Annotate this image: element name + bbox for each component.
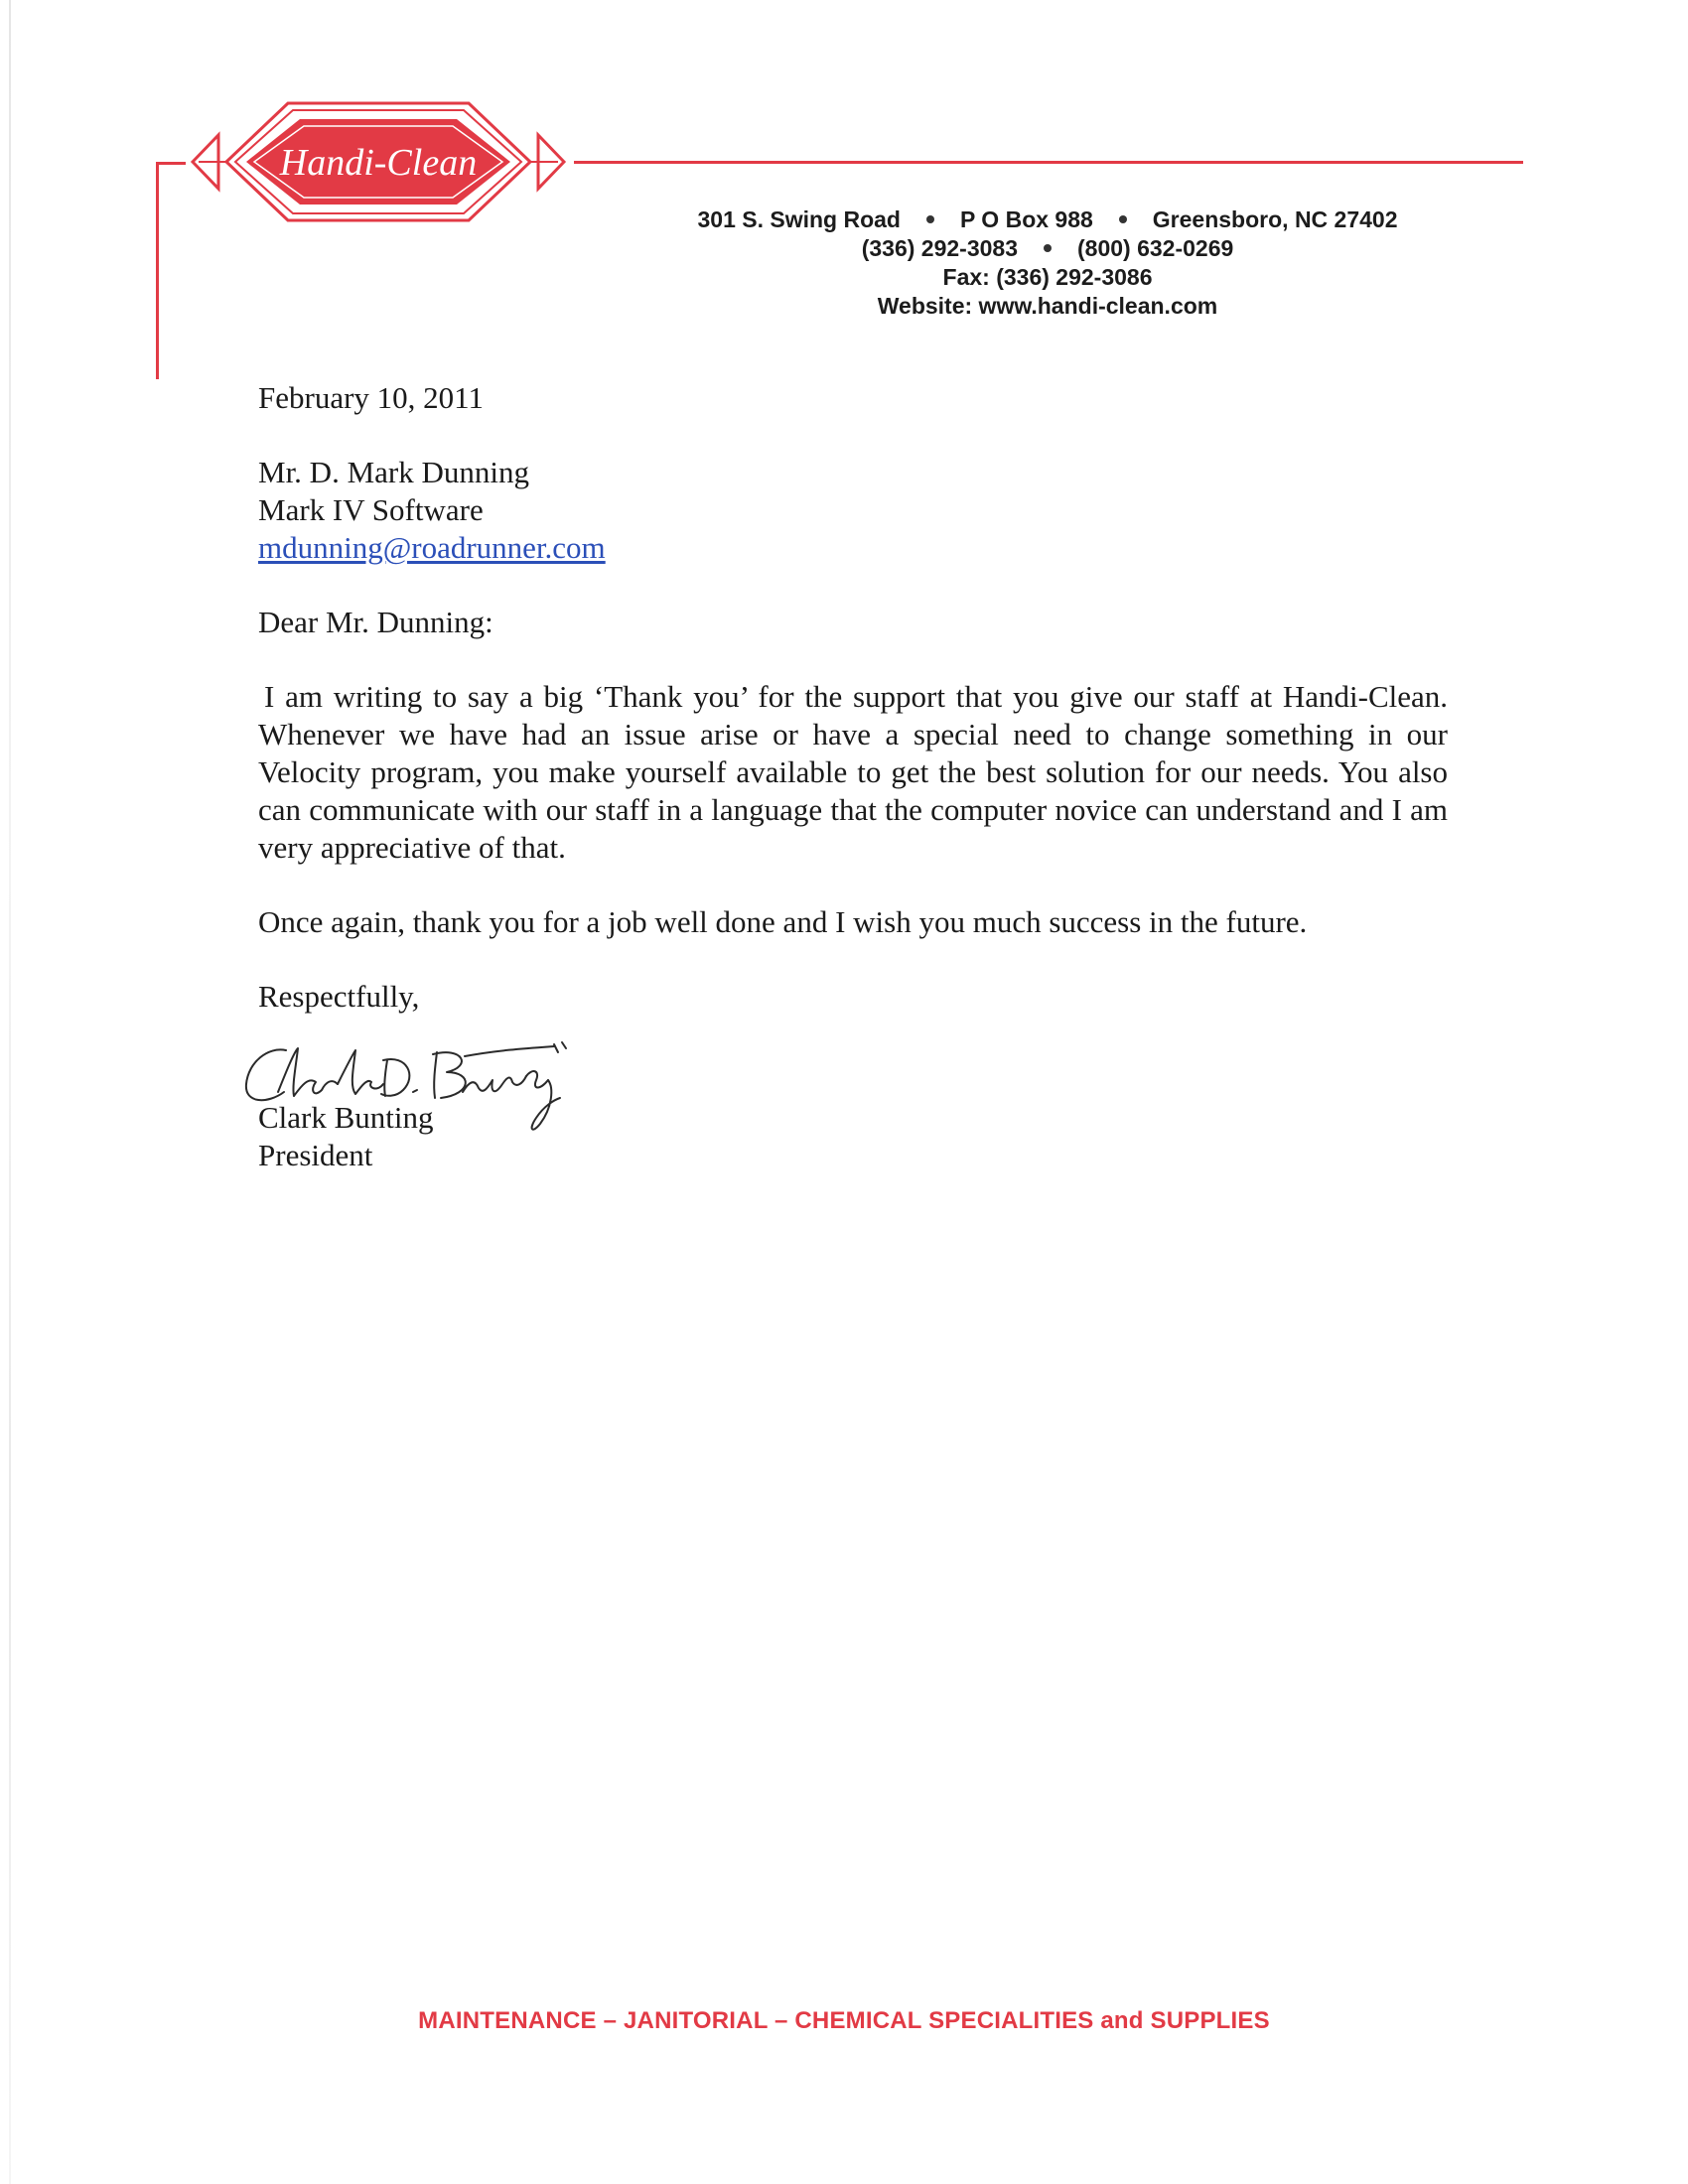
- handi-clean-logo: [189, 99, 568, 224]
- bullet-separator-icon: [1119, 215, 1127, 223]
- recipient-company: Mark IV Software: [258, 492, 484, 527]
- letter-body: [258, 379, 1448, 1016]
- address-line: [596, 205, 1499, 234]
- signer-name: Clark Bunting: [258, 1100, 434, 1135]
- letterhead-contact: [596, 205, 1499, 321]
- letterhead-rule-left: [156, 162, 186, 165]
- phone-local: (336) 292-3083: [861, 235, 1018, 261]
- scan-edge-line: [9, 0, 11, 2184]
- letter-date: February 10, 2011: [258, 380, 485, 415]
- bullet-separator-icon: [926, 215, 934, 223]
- logo-wordmark: Handi-Clean: [279, 142, 478, 184]
- phone-line: [596, 234, 1499, 263]
- bullet-separator-icon: [1044, 244, 1052, 252]
- recipient-email-link[interactable]: mdunning@roadrunner.com: [258, 530, 606, 565]
- city-state-zip: Greensboro, NC 27402: [1152, 206, 1398, 232]
- phone-toll-free: (800) 632-0269: [1077, 235, 1234, 261]
- letterhead-rule-vertical: [156, 162, 159, 379]
- fax-line: Fax: (336) 292-3086: [942, 264, 1153, 290]
- po-box: P O Box 988: [959, 206, 1093, 232]
- footer-tagline: MAINTENANCE – JANITORIAL – CHEMICAL SPECIALITIES and SUPPLIES: [418, 2007, 1270, 2034]
- closing-paragraph: Once again, thank you for a job well done and I wish you much success in the future.: [258, 904, 1308, 939]
- signer-block: [258, 1099, 434, 1174]
- street-address: 301 S. Swing Road: [697, 206, 901, 232]
- recipient-name: Mr. D. Mark Dunning: [258, 455, 529, 489]
- signer-title: President: [258, 1138, 373, 1172]
- letterhead-rule-right: [574, 161, 1523, 164]
- website-line: Website: www.handi-clean.com: [877, 293, 1218, 319]
- salutation: Dear Mr. Dunning:: [258, 605, 493, 639]
- body-paragraph: I am writing to say a big ‘Thank you’ for the support that you give our staff at Handi-Clean. Whenever we have had an issue arise or have a special need to change something in our Velocity program, you make yourself available to get the best solution for our needs. You also can communicate with our staff in a language that the computer novice can understand and I am very appreciative of that.: [258, 679, 1448, 865]
- recipient-block: [258, 454, 1448, 567]
- closing-line: Respectfully,: [258, 979, 420, 1014]
